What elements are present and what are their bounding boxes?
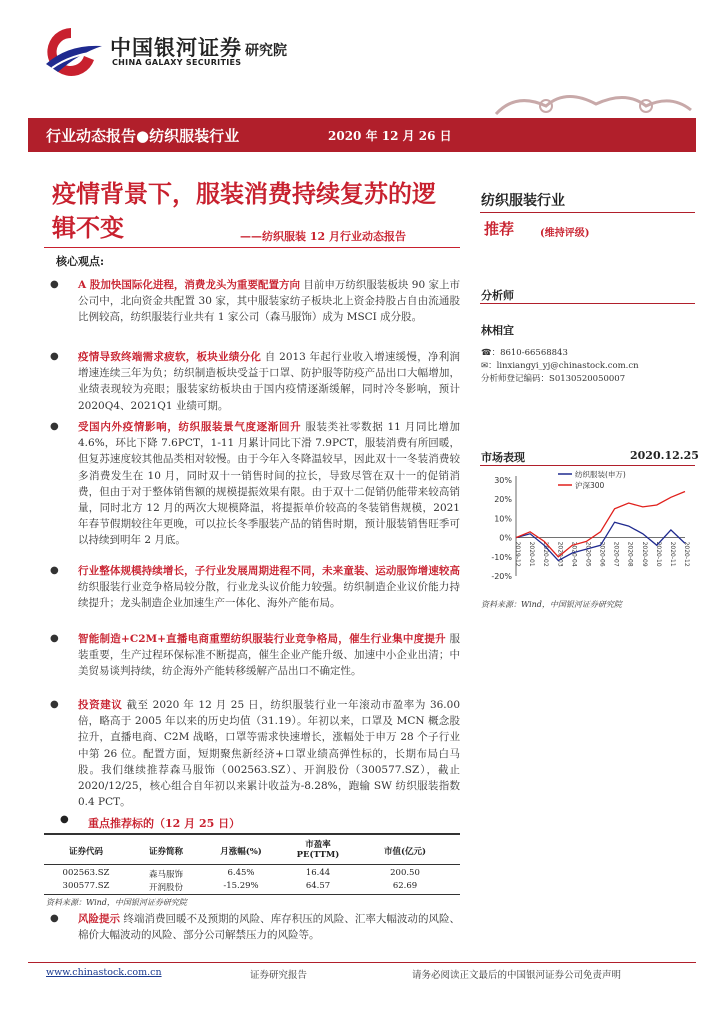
bullet-point	[52, 563, 460, 612]
institute-label: 研究院	[245, 43, 287, 59]
bullet-point	[52, 277, 460, 326]
analyst-heading: 分析师	[481, 289, 514, 302]
bullet-icon: ●	[50, 421, 59, 432]
x-tick-label: 2020-06	[598, 541, 606, 567]
table-cell: 16.44	[305, 868, 331, 878]
bullet-point	[52, 349, 460, 414]
market-date: 2020.12.25	[630, 449, 699, 462]
title-divider	[44, 247, 460, 248]
x-tick-label: 2020-07	[612, 541, 620, 567]
analyst-phone: ☎：8610-66568843	[481, 348, 568, 358]
bullet-text: 纺织服装行业竞争格局较分散，行业龙头议价能力较强。纺织制造企业议价能力持续提升；龙头制造企业加速生产一体化、海外产能布局。	[78, 581, 460, 610]
table-cell: 62.69	[392, 881, 418, 891]
x-tick-label: 2020-02	[542, 541, 550, 567]
report-subtitle: ——纺织服装 12 月行业动态报告	[240, 230, 406, 243]
bullet-point	[52, 631, 460, 680]
bullet-text: 截至 2020 年 12 月 25 日，纺织服装行业一年滚动市盈率为 36.00 倍，略高于 2005 年以来的历史均值（31.19）。年初以来，口罩及 MCN 概念股拉升，直播电商、C2M 战略，口罩等需求快速增长，涨幅处于申万 28 个子行业中第 26 位。配置方面，短期聚焦新经济+口罩业绩高弹性标的，长期布局白马股。我们继续推荐森马服饰（002563.SZ）、开润股份（300577.SZ），截止 2020/12/25，核心组合自年初以来累计收益为-8.28%，跑输 SW 纺织服装指数 0.4 PCT。	[78, 699, 461, 809]
table-title: 重点推荐标的（12 月 25 日）	[88, 817, 241, 830]
table-header: 证券简称	[148, 847, 183, 857]
footer-divider	[28, 962, 696, 963]
x-tick-label: 2020-04	[570, 541, 578, 567]
bullet-icon: ●	[50, 279, 59, 290]
x-tick-label: 2020-03	[556, 541, 564, 567]
table-source: 资料来源：Wind，中国银河证券研究院	[46, 898, 187, 907]
table-header: 月涨幅(%)	[220, 847, 262, 857]
bullet-icon: ●	[50, 351, 59, 362]
bullet-text: 目前申万纺织服装板块 90 家上市公司中，北向资金共配置 30 家，其中服装家纺子板块北上资金持股占自由流通股比例较高，纺织服装行业共有 1 家公司（森马服饰）成为 MSCI 成分股。	[78, 279, 460, 324]
right-divider	[480, 212, 695, 213]
table-cell: 300577.SZ	[62, 881, 110, 891]
right-divider	[480, 303, 695, 304]
x-tick-label: 2020-10	[654, 541, 662, 567]
table-cell: 6.45%	[227, 868, 255, 878]
x-tick-label: 2020-12	[683, 541, 690, 567]
legend-label: 纺织服装(申万)	[575, 470, 626, 479]
report-type: 行业动态报告●纺织服装行业	[46, 127, 240, 145]
report-title: 疫情背景下，服装消费持续复苏的逻辑不变	[52, 179, 436, 242]
bullet-icon: ●	[50, 565, 59, 576]
y-tick-label: -20%	[491, 572, 512, 581]
risk-bullet	[52, 911, 460, 943]
table-cell: 开润股份	[148, 883, 183, 893]
bullet-icon: ●	[50, 633, 59, 644]
bullet-icon: ●	[50, 913, 59, 924]
bullet-point	[52, 697, 460, 810]
bullet-highlight: 智能制造+C2M+直播电商重塑纺织服装行业竞争格局，催生行业集中度提升	[78, 633, 446, 645]
analyst-name: 林相宜	[481, 324, 514, 337]
x-tick-label: 2020-05	[584, 541, 592, 567]
bullet-highlight: 受国内外疫情影响，纺织服装景气度逐渐回升	[78, 421, 302, 433]
table-bottom-rule	[44, 894, 460, 895]
table-cell: 200.50	[390, 868, 420, 878]
x-tick-label: 2020-08	[626, 541, 634, 567]
bullet-icon: ●	[50, 699, 59, 710]
right-divider	[480, 465, 695, 466]
brand-name-cn: 中国银河证券	[110, 36, 242, 60]
risk-highlight: 风险提示	[78, 913, 121, 925]
industry-label: 纺织服装行业	[481, 193, 565, 209]
footer-report-type: 证券研究报告	[250, 970, 308, 981]
bullet-text: 自 2013 年起行业收入增速缓慢，净利润增速连续三年为负；纺织制造板块受益于口罩、防护服等防疫产品出口大幅增加，业绩表现较为亮眼；服装家纺板块由于国内疫情逐渐缓解，同时冷冬影响，预计 2020Q4、2021Q1 业绩可期。	[78, 351, 461, 412]
bullet-point	[52, 419, 460, 549]
report-date: 2020 年 12 月 26 日	[328, 129, 452, 143]
table-header: 市值(亿元)	[383, 847, 427, 857]
table-cell: -15.29%	[223, 881, 259, 891]
footer-disclaimer: 请务必阅读正文最后的中国银河证券公司免责声明	[412, 970, 622, 981]
table-header: 证券代码	[68, 847, 103, 857]
table-top-rule	[44, 833, 460, 835]
table-header: 市盈率 PE(TTM)	[296, 840, 340, 860]
table-cell: 森马服饰	[148, 870, 183, 880]
chart-source: 资料来源：Wind，中国银河证券研究院	[481, 600, 622, 609]
risk-text: 终端消费回暖不及预期的风险、库存积压的风险、汇率大幅波动的风险、棉价大幅波动的风险、部分公司解禁压力的风险等。	[78, 913, 460, 942]
bullet-text: 服装类社零数据 11 月同比增加 4.6%，环比下降 7.6PCT，1-11 月累计同比下滑 7.9PCT，服装消费有所回暖，但复苏速度较其他品类相对较慢。由于今年入冬降温较早，因此双十一冬装消费较多消费发生在 10 月，同时双十一销售时间的拉长，导致尽管在双十一的促销消费，但由于对于整体销售额的规模提振效果有限。由于双十二促销仍能带来较高销量，同时北方 12 月的两次大规模降温，将提振单价较高的冬装销售规模，2021 年春节假期较往年更晚，可以拉长冬季服装产品的销售时期，预计服装销售旺季可以持续到明年 2 月底。	[78, 421, 461, 547]
x-tick-label: 2020-11	[668, 541, 676, 567]
x-tick-label: 2020-01	[528, 541, 536, 567]
x-tick-label: 2020-09	[640, 541, 648, 567]
bullet-highlight: 行业整体规模持续增长，子行业发展周期进程不同，未来童装、运动服饰增速较高	[78, 565, 460, 577]
y-tick-label: 20%	[494, 495, 512, 505]
analyst-cert: 分析师登记编码：S0130520050007	[481, 374, 626, 384]
footer-url-link[interactable]: www.chinastock.com.cn	[46, 967, 162, 978]
x-tick-label: 2019-12	[514, 541, 521, 567]
bullet-highlight: 疫情导致终端需求疲软，板块业绩分化	[78, 351, 262, 363]
y-tick-label: 30%	[494, 476, 512, 485]
y-tick-label: 10%	[494, 514, 512, 524]
y-tick-label: -10%	[491, 552, 512, 562]
y-tick-label: 0%	[499, 533, 512, 543]
bullet-highlight: A 股加快国际化进程，消费龙头为重要配置方向	[78, 279, 300, 291]
table-cell: 64.57	[305, 881, 331, 891]
rating-note: (维持评级)	[540, 228, 590, 239]
brand-name-en: CHINA GALAXY SECURITIES	[112, 58, 242, 67]
legend-label: 沪深300	[575, 481, 605, 490]
market-chart	[480, 468, 695, 598]
market-heading: 市场表现	[481, 451, 525, 464]
bullet-highlight: 投资建议	[78, 699, 123, 711]
rating-label: 推荐	[484, 220, 515, 238]
galaxy-logo	[38, 24, 104, 84]
table-header-rule	[44, 864, 460, 865]
analyst-email[interactable]: ✉：linxiangyi_yj@chinastock.com.cn	[481, 361, 639, 371]
table-cell: 002563.SZ	[62, 868, 110, 878]
bullet-text: 服装重要，生产过程环保标准不断提高，催生企业产能升级、加速中小企业出清；中美贸易谈判持续，纺企海外产能转移缓解产品出口不确定性。	[78, 633, 460, 678]
core-points-heading: 核心观点:	[56, 255, 105, 268]
bullet-icon: ●	[60, 814, 69, 825]
